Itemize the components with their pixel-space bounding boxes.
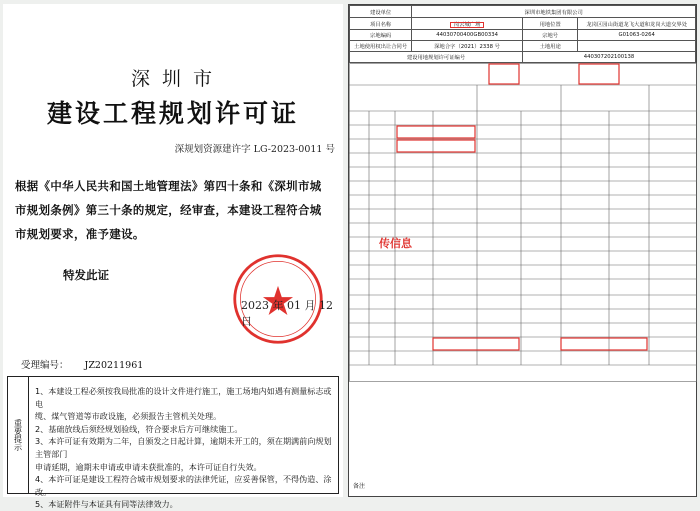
note-item: 3、本许可证有效期为二年，自颁发之日起计算，逾期未开工的，须在期满前向规划主管部门 — [35, 436, 332, 459]
parcel-no-label: 宗地号 — [522, 30, 577, 41]
project-label: 项目名称 — [350, 18, 412, 30]
important-notes — [7, 376, 339, 510]
building-area-grid — [349, 63, 698, 383]
planning-permit-value: 440307202100138 — [522, 52, 695, 63]
note-item: 申请延期，逾期未申请或申请未获批准的，本许可证自行失效。 — [35, 461, 262, 472]
permit-title: 建设工程规划许可证 — [46, 99, 299, 128]
parcel-code-value: 44030700400GB00334 — [412, 30, 523, 41]
permit-attachment-page — [348, 4, 697, 497]
city-name: 深 圳 市 — [130, 68, 216, 90]
location-value: 龙岗区园山街道龙飞大道和龙岗大道交界处 — [578, 18, 696, 30]
land-use-value — [578, 41, 696, 52]
parcel-code-label: 宗地编码 — [350, 30, 412, 41]
applicant-value: 深圳市地铁集团有限公司 — [412, 6, 696, 18]
note-item: 4、本许可证是建设工程符合城市规划要求的法律凭证，应妥善保管，不得伪造、涂改。 — [35, 474, 332, 497]
project-info-table — [349, 5, 696, 63]
note-item: 2、基础放线后须经规划验线，符合要求后方可继续施工。 — [35, 423, 243, 434]
note-item: 缆、煤气管道等市政设施，必须报告主管机关处理。 — [35, 411, 222, 422]
watermark-text: 传信息 — [379, 237, 412, 250]
case-number: 受理编号： JZ20211961 — [21, 360, 144, 371]
land-contract-label: 土地使用权出让合同号 — [350, 41, 412, 52]
issue-date: 2023 年 01 月 12 日 — [241, 299, 333, 328]
remarks-label: 备注 — [353, 483, 366, 490]
notes-list — [29, 377, 338, 510]
permit-certificate-page — [3, 4, 343, 510]
land-contract-value: 深地合字（2021）2338 号 — [412, 41, 523, 52]
applicant-label: 建设单位 — [350, 6, 412, 18]
project-value: 岗云城广场 — [450, 22, 485, 28]
note-item: 1、本建设工程必须按我局批准的设计文件进行施工，施工场地内如遇有测量标志或电 — [35, 386, 332, 409]
parcel-no-value: G01063-0264 — [578, 30, 696, 41]
issued-statement: 特发此证 — [63, 268, 109, 282]
planning-permit-label: 建设用地规划许可证编号 — [350, 52, 523, 63]
permit-body-text: 根据《中华人民共和国土地管理法》第四十条和《深圳市城市规划条例》第三十条的规定，经审查，本建设工程符合城市规划要求，准予建设。 — [15, 179, 322, 241]
location-label: 用地位置 — [522, 18, 577, 30]
note-item: 5、本证附件与本证具有同等法律效力。 — [35, 499, 178, 510]
land-use-label: 土地用途 — [522, 41, 577, 52]
certificate-number: 深规划资源建许字 LG-2023-0011 号 — [174, 144, 335, 155]
notes-label: 重要提示 — [8, 377, 29, 493]
